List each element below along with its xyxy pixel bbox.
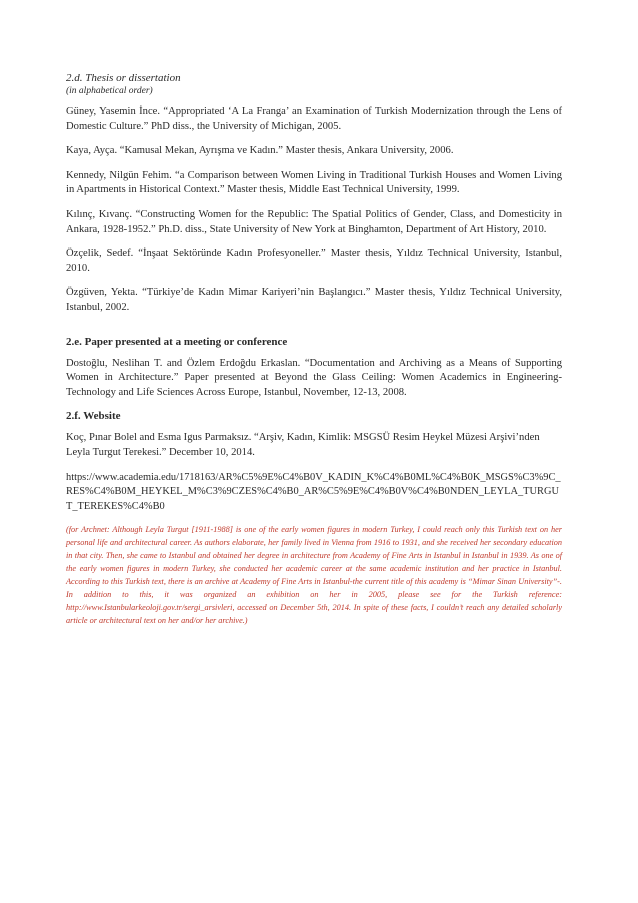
thesis-entry: Kennedy, Nilgün Fehim. “a Comparison between Women Living in Traditional Turkish Houses and Women Living in Apartments in Historical Context.” Master thesis, Middle East Technical University, 1999.	[66, 169, 562, 196]
thesis-entry: Özgüven, Yekta. “Türkiye’de Kadın Mimar Kariyeri’nin Başlangıcı.” Master thesis, Yıldız Technical University, Istanbul, 2002.	[66, 287, 562, 313]
archnet-note: (for Archnet: Although Leyla Turgut [1911-1988] is one of the early women figures in modern Turkey, I could reach only this Turkish text on her personal life and architectural career. As authors elaborate, her family lived in Vienna from 1916 to 1931, and she received her secondary education in that city. Then, she came to Istanbul and obtained her degree in architecture from Academy of Fine Arts in Istanbul in Istanbul in 1939. As one of the early women figures in modern Turkey, she conducted her academic career at the same academic institution and her practice in Istanbul. According to this Turkish text, there is an archive at Academy of Fine Arts in Istanbul-the current title of this academy is “Mimar Sinan University”-. In addition to this, it was organized an exhibition on her in 2005, please see for the Turkish reference: http://www.Istanbularkeoloji.gov.tr/sergi_arsivleri, accessed on December 5th, 2014. In spite of these facts, I couldn’t reach any detailed scholarly article or architectural text on her and/or her archive.)	[66, 525, 562, 625]
thesis-entry: Kaya, Ayça. “Kamusal Mekan, Ayrışma ve Kadın.” Master thesis, Ankara University, 2006.	[66, 145, 454, 157]
website-citation: Koç, Pınar Bolel and Esma Igus Parmaksız. “Arşiv, Kadın, Kimlik: MSGSÜ Resim Heykel Müzesi Arşivi’nden Leyla Turgut Terekesi.” December 10, 2014.	[66, 432, 540, 458]
paper-entry: Dostoğlu, Neslihan T. and Özlem Erdoğdu Erkaslan. “Documentation and Archiving as a Means of Supporting Women in Architecture.” Paper presented at Beyond the Glass Ceiling: Women Academics in Engineering-Technology and Life Sciences Across Europe, Istanbul, November, 12-13, 2008.	[66, 357, 562, 398]
thesis-entry: Kılınç, Kıvanç. “Constructing Women for the Republic: The Spatial Politics of Gender, Class, and Domesticity in Ankara, 1928-1952.” Ph.D. diss., State University of New York at Binghamton, Department of Art History, 2010.	[66, 208, 562, 235]
document-page	[66, 72, 562, 628]
thesis-entry: Güney, Yasemin İnce. “Appropriated ‘A La Franga’ an Examination of Turkish Modernization through the Lens of Domestic Culture.” PhD diss., the University of Michigan, 2005.	[66, 106, 562, 132]
thesis-entry: Özçelik, Sedef. “İnşaat Sektöründe Kadın Profesyoneller.” Master thesis, Yıldız Technical University, Istanbul, 2010.	[66, 248, 562, 274]
section-heading-website: 2.f. Website	[66, 410, 121, 423]
section-heading-thesis: 2.d. Thesis or dissertation	[66, 72, 181, 84]
website-url-link[interactable]: https://www.academia.edu/1718163/AR%C5%9E%C4%B0V_KADIN_K%C4%B0ML%C4%B0K_MSGS%C3%9C_RES%C4%B0M_HEYKEL_M%C3%9CZES%C4%B0_AR%C5%9E%C4%B0V%C4%B0NDEN_LEYLA_TURGUT_TEREKES%C4%B0	[66, 471, 561, 512]
section-subheading: (in alphabetical order)	[66, 86, 153, 96]
section-heading-paper: 2.e. Paper presented at a meeting or conference	[66, 335, 288, 348]
